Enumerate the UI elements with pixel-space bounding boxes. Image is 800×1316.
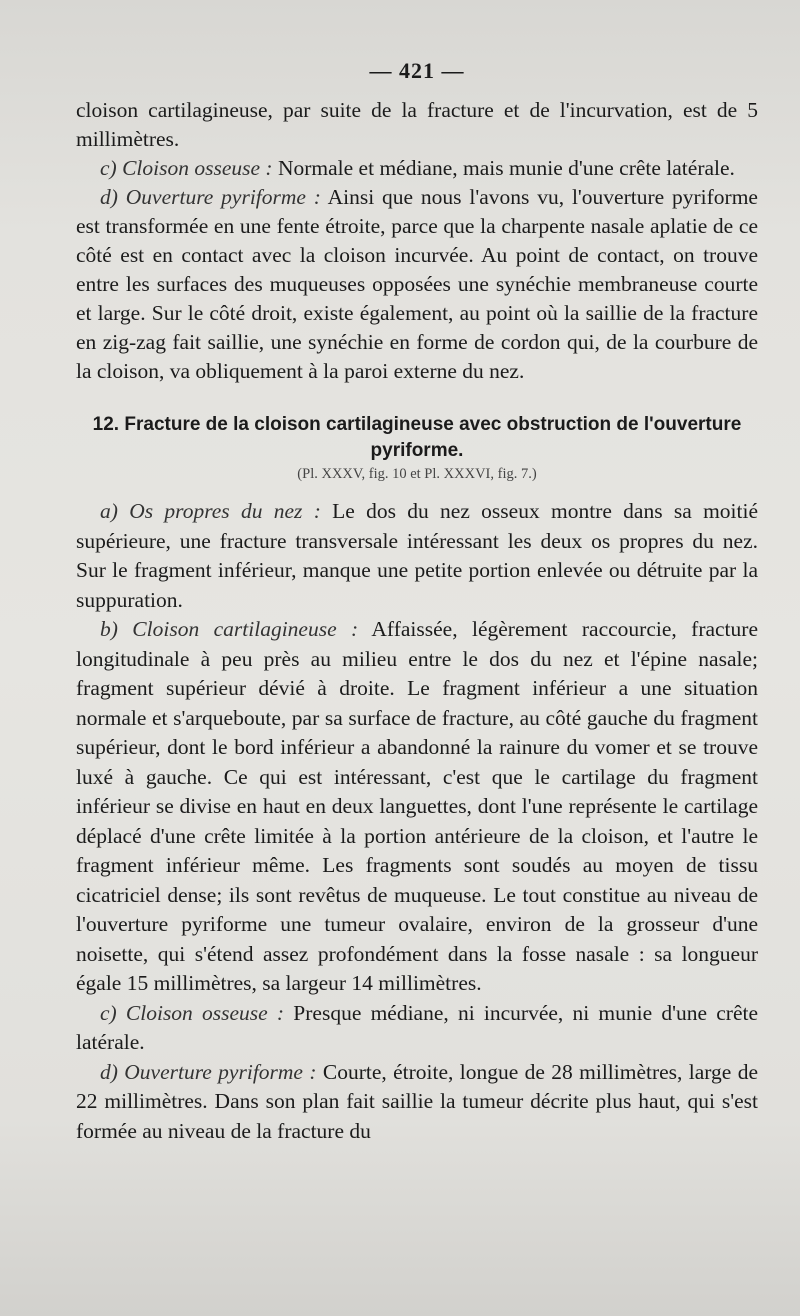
page-number: — 421 —	[369, 58, 465, 83]
section-reference: (Pl. XXXV, fig. 10 et Pl. XXXVI, fig. 7.)	[297, 466, 537, 482]
section-body	[76, 497, 758, 1146]
paragraph-cloison-osseuse-2	[76, 999, 758, 1058]
paragraph-ouverture-pyriforme-2	[76, 1058, 758, 1147]
section-heading	[76, 412, 758, 464]
paragraph-text: Presque médiane, ni incurvée, ni munie d'une crête latérale.	[76, 1000, 759, 1054]
paragraph-label: b) Cloison cartilagineuse :	[100, 617, 359, 641]
paragraph-text: Normale et médiane, mais munie d'une crête latérale.	[277, 156, 735, 180]
paragraph-os-propres	[76, 497, 758, 615]
paragraph-cloison-osseuse	[76, 154, 758, 183]
paragraph-label: d) Ouverture pyriforme :	[100, 185, 321, 209]
paragraph-text: Affaissée, légèrement raccourcie, fracture longitudinale à peu près au milieu entre le dos du nez et l'épine nasale; fragment supérieur dévié à droite. Le fragment inférieur a une situation normale et s'arqueboute, par sa surface de fracture, au côté gauche du fragment supérieur, dont le bord inférieur a abandonné la rainure du vomer et se trouve luxé à gauche. Ce qui est intéressant, c'est que le cartilage du fragment inférieur se divise en haut en deux languettes, dont l'une représente le cartilage déplacé d'une crête limitée à la portion antérieure de la cloison, et l'autre le fragment inférieur même. Les fragments sont soudés au moyen de tissu cicatriciel dense; ils sont revêtus de muqueuse. Le tout constitue au niveau de l'ouverture pyriforme une tumeur ovalaire, environ de la grosseur d'une noisette, qui s'étend assez profondément dans la fosse nasale : sa longueur égale 15 millimètres, sa largeur 14 millimètres.	[76, 617, 758, 995]
paragraph-label: d) Ouverture pyriforme :	[100, 1059, 317, 1084]
paragraph-ouverture-pyriforme	[76, 183, 758, 386]
paragraph-cloison-cartilagineuse	[76, 615, 758, 999]
paragraph-text: Courte, étroite, longue de 28 millimètres, large de 22 millimètres. Dans son plan fait saillie la tumeur décrite plus haut, qui s'est formée au niveau de la fracture du	[76, 1059, 758, 1143]
paragraph-continuation	[76, 96, 758, 154]
paragraph-text: Le dos du nez osseux montre dans sa moitié supérieure, une fracture transversale intéressant les deux os propres du nez. Sur le fragment inférieur, manque une petite portion enlevée ou détruite par la suppuration.	[76, 499, 759, 612]
paragraph-text: cloison cartilagineuse, par suite de la fracture et de l'incurvation, est de 5 millimètres.	[76, 98, 758, 151]
paragraph-label: a) Os propres du nez :	[100, 499, 321, 523]
section-number: 12.	[92, 414, 120, 435]
top-text	[76, 96, 758, 386]
paragraph-label: c) Cloison osseuse :	[100, 1000, 285, 1025]
paragraph-text: Ainsi que nous l'avons vu, l'ouverture pyriforme est transformée en une fente étroite, parce que la charpente nasale aplatie de ce côté est en contact avec la cloison incurvée. Au point de contact, on trouve entre les surfaces des muqueuses opposées une synéchie membraneuse courte et large. Sur le côté droit, existe également, au point où la saillie de la fracture en zig-zag fait saillie, une synéchie en forme de cordon qui, de la courbure de la cloison, va obliquement à la paroi externe du nez.	[76, 185, 758, 383]
paragraph-label: c) Cloison osseuse :	[100, 156, 273, 180]
section-title: Fracture de la cloison cartilagineuse avec obstruction de l'ouverture pyriforme.	[124, 414, 742, 461]
